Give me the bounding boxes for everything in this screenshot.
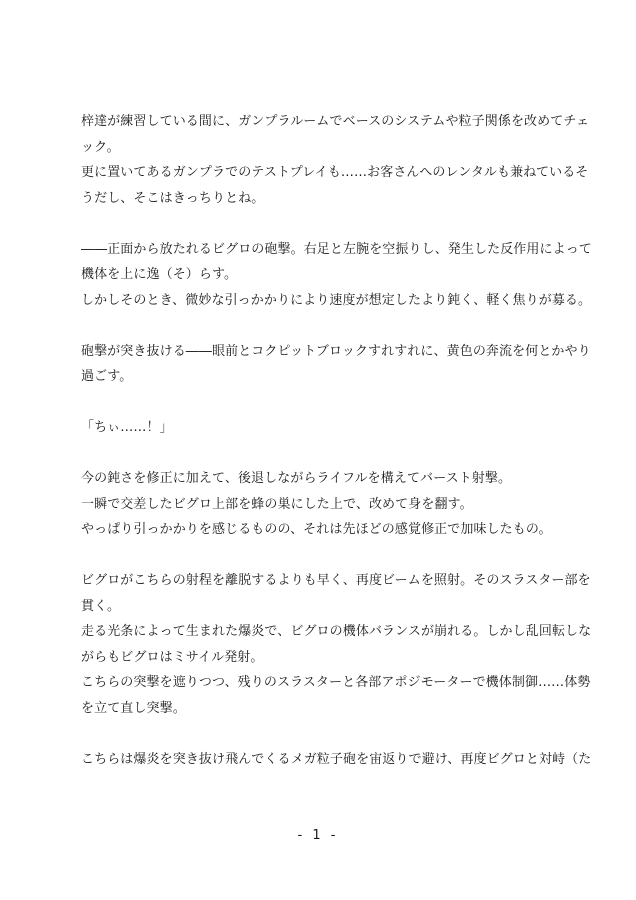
text-line: うだし、そこはきっちりとね。: [81, 190, 265, 206]
paragraph-spacer: [81, 313, 561, 339]
text-line: 貫く。: [81, 598, 121, 614]
page-number: - 1 -: [297, 828, 339, 843]
text-line: 一瞬で交差したビグロ上部を蜂の巣にした上で、改めて身を翻す。: [81, 496, 473, 512]
paragraph-spacer: [81, 441, 561, 467]
paragraph: [81, 517, 561, 543]
text-line: やっぱり引っかかりを感じるものの、それは先ほどの感覚修正で加味したもの。: [81, 522, 552, 537]
text-line: 走る光条によって生まれた爆炎で、ビグロの機体バランスが崩れる。しかし乱回転しな: [81, 624, 592, 639]
text-line: 機体を上に逸（そ）らす。: [81, 267, 238, 282]
text-line: がらもビグロはミサイル発射。: [81, 649, 264, 665]
text-line: 更に置いてあるガンプラでのテストプレイも……お客さんへのレンタルも兼ねているそ: [81, 165, 589, 180]
paragraph: [81, 339, 591, 390]
paragraph-spacer: [81, 721, 561, 747]
paragraph: [81, 109, 590, 160]
paragraph-spacer: [81, 211, 561, 237]
text-line: しかしそのとき、微妙な引っかかりにより速度が想定したより鈍く、軽く焦りが募る。: [81, 292, 592, 308]
paragraph-spacer: [81, 543, 561, 569]
paragraph: [81, 415, 561, 441]
paragraph: [81, 237, 592, 288]
text-line: を立て直し突撃。: [81, 700, 186, 716]
body-text: [81, 109, 592, 772]
paragraph: [81, 466, 561, 492]
text-line: 「ちぃ……！」: [81, 420, 173, 435]
paragraph: [81, 670, 591, 721]
paragraph: [81, 619, 592, 670]
paragraph-spacer: [81, 390, 561, 416]
text-line: こちらは爆炎を突き抜け飛んでくるメガ粒子砲を宙返りで避け、再度ビグロと対峙（た: [81, 751, 592, 767]
text-line: 梓達が練習している間に、ガンプラルームでベースのシステムや粒子関係を改めてチェ: [81, 114, 590, 129]
text-line: ック。: [81, 139, 120, 155]
text-line: 砲撃が突き抜ける――眼前とコクピットブロックすれすれに、黄色の奔流を何とかやり: [81, 343, 591, 359]
text-line: ビグロがこちらの射程を離脱するよりも早く、再度ビームを照射。そのスラスター部を: [81, 573, 591, 588]
paragraph: [81, 747, 592, 773]
text-line: こちらの突撃を遮りつつ、残りのスラスターと各部アポジモーターで機体制御……体勢: [81, 675, 591, 690]
text-line: 過ごす。: [81, 369, 133, 384]
paragraph: [81, 492, 561, 518]
paragraph: [81, 160, 589, 211]
paragraph: [81, 288, 592, 314]
text-line: ――正面から放たれるビグロの砲撃。右足と左腕を空振りし、発生した反作用によって: [81, 241, 592, 257]
paragraph: [81, 568, 591, 619]
text-line: 今の鈍さを修正に加えて、後退しながらライフルを構えてバースト射撃。: [81, 471, 512, 486]
